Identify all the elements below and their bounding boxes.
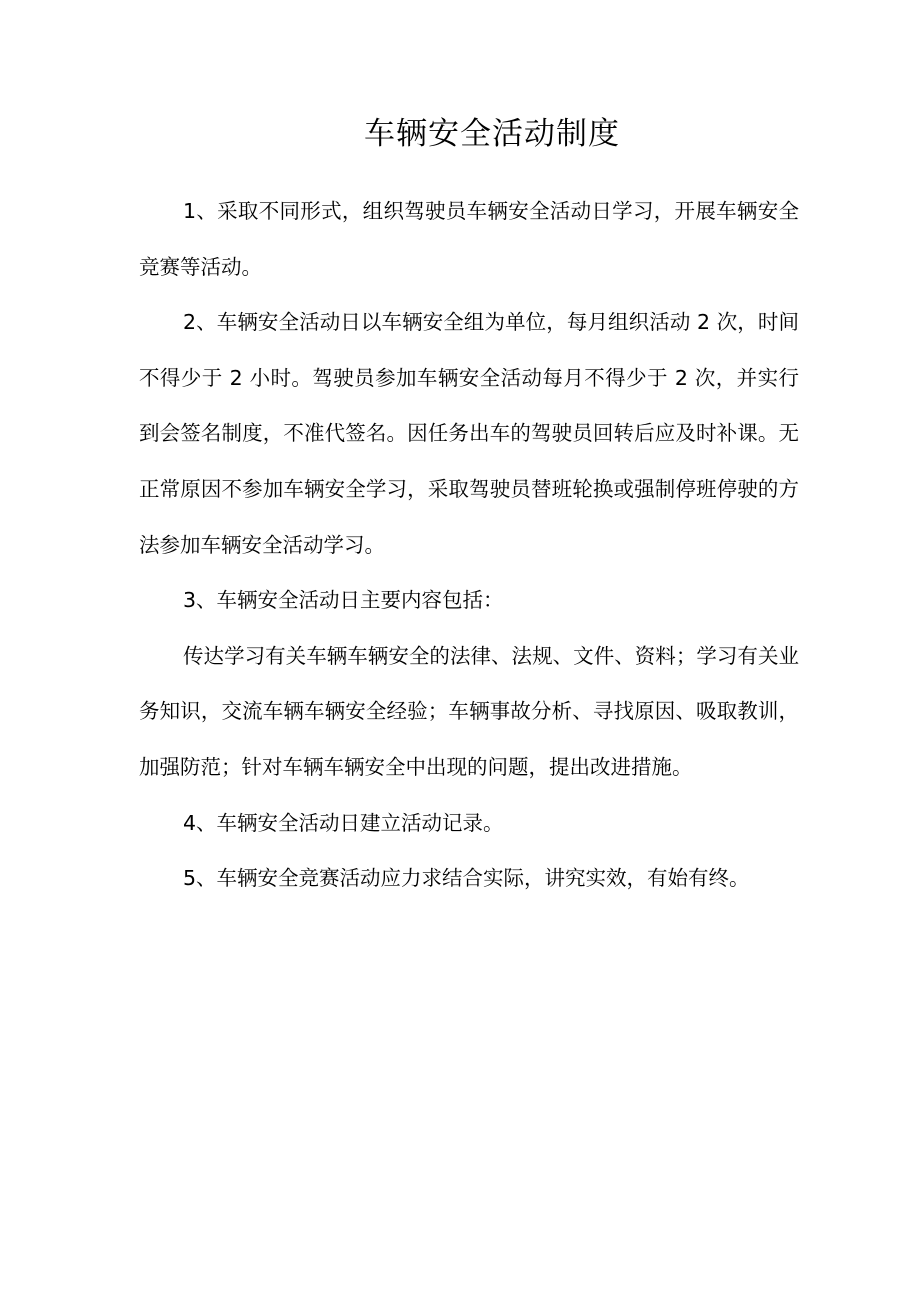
paragraph-5: 5、车辆安全竞赛活动应力求结合实际，讲究实效，有始有终。: [183, 866, 750, 891]
paragraph-4: 4、车辆安全活动日建立活动记录。: [183, 810, 504, 835]
document-title: 车辆安全活动制度: [364, 116, 620, 152]
paragraph-2: 2、车辆安全活动日以车辆安全组为单位，每月组织活动 2 次，时间不得少于 2 小时。驾驶员参加车辆安全活动每月不得少于 2 次，并实行到会签名制度，不准代签名。因任务出车的驾驶员回转后应及时补课。无正常原因不参加车辆安全学习，采取驾驶员替班轮换或强制停班停驶的方法参加车辆安全活动学习。: [139, 310, 799, 557]
paragraph-3: 3、车辆安全活动日主要内容包括：: [183, 588, 504, 613]
paragraph-1: 1、采取不同形式，组织驾驶员车辆安全活动日学习，开展车辆安全竞赛等活动。: [139, 199, 799, 279]
document-body: [139, 184, 799, 907]
paragraph-3-content: 传达学习有关车辆车辆安全的法律、法规、文件、资料；学习有关业务知识，交流车辆车辆安全经验；车辆事故分析、寻找原因、吸取教训，加强防范；针对车辆车辆安全中出现的问题，提出改进措施。: [139, 643, 799, 779]
